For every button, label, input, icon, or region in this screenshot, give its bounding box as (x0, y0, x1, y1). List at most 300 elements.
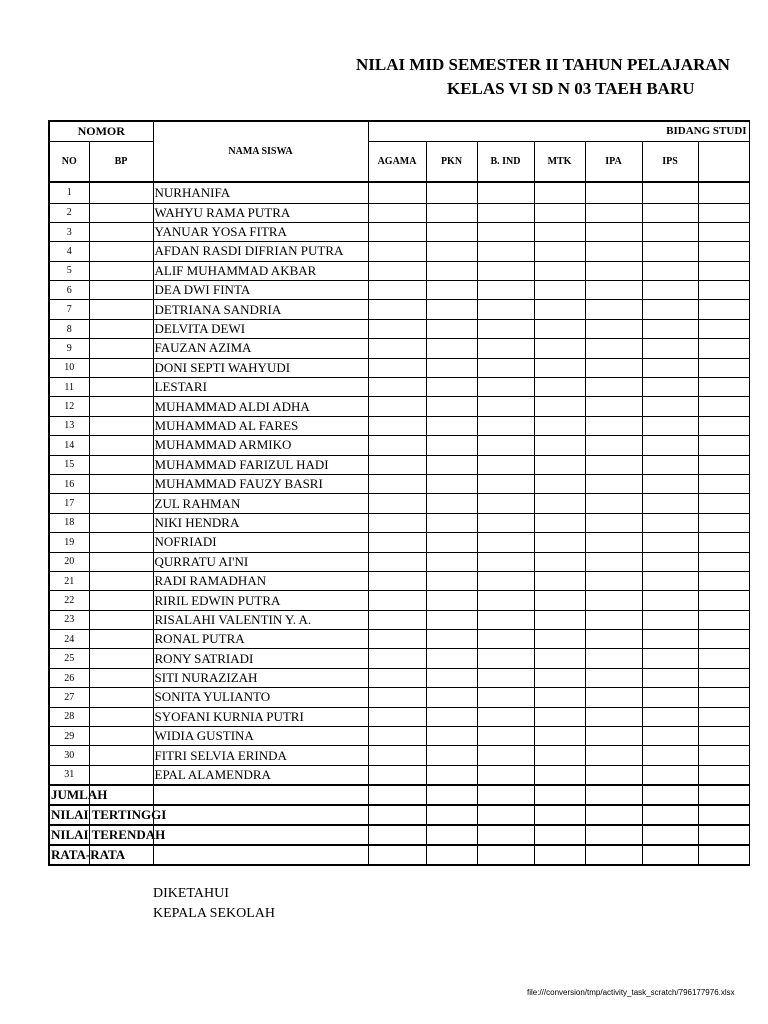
nama-siswa-header: NAMA SISWA (153, 121, 368, 182)
table-row (49, 261, 749, 280)
student-name: QURRATU AI'NI (153, 552, 368, 571)
grade-cell (698, 610, 749, 629)
student-name: SYOFANI KURNIA PUTRI (153, 707, 368, 726)
grade-cell (368, 261, 426, 280)
table-row (49, 513, 749, 532)
grade-cell (585, 455, 642, 474)
summary-grade-cell (368, 845, 426, 865)
grade-cell (585, 668, 642, 687)
grade-cell (642, 261, 698, 280)
grade-cell (534, 494, 585, 513)
grade-cell (585, 494, 642, 513)
grade-cell (368, 765, 426, 784)
grade-cell (426, 668, 477, 687)
student-name: MUHAMMAD AL FARES (153, 416, 368, 435)
summary-grade-cell (477, 825, 534, 845)
grade-cell (698, 242, 749, 261)
student-name: SONITA YULIANTO (153, 688, 368, 707)
table-row (49, 358, 749, 377)
table-row (49, 242, 749, 261)
grade-cell (368, 727, 426, 746)
grade-cell (426, 300, 477, 319)
summary-grade-cell (426, 825, 477, 845)
grade-cell (534, 416, 585, 435)
grade-cell (534, 610, 585, 629)
table-row (49, 707, 749, 726)
grade-cell (426, 630, 477, 649)
grade-cell (477, 494, 534, 513)
row-number: 31 (49, 765, 89, 784)
grade-cell (534, 746, 585, 765)
student-name: RONY SATRIADI (153, 649, 368, 668)
grade-cell (426, 339, 477, 358)
grade-cell (534, 707, 585, 726)
grade-cell (477, 727, 534, 746)
grade-cell (426, 242, 477, 261)
grade-cell (585, 182, 642, 203)
bp-cell (89, 688, 153, 707)
grade-cell (698, 436, 749, 455)
student-name: NURHANIFA (153, 182, 368, 203)
table-row (49, 222, 749, 241)
grade-cell (477, 668, 534, 687)
summary-empty-cell (153, 825, 368, 845)
grade-cell (368, 494, 426, 513)
bp-cell (89, 281, 153, 300)
row-number: 3 (49, 222, 89, 241)
summary-grade-cell (585, 785, 642, 805)
grade-cell (585, 319, 642, 338)
table-row (49, 281, 749, 300)
grade-cell (585, 358, 642, 377)
grade-cell (477, 182, 534, 203)
summary-grade-cell (585, 805, 642, 825)
row-number: 28 (49, 707, 89, 726)
grade-cell (585, 300, 642, 319)
grade-cell (534, 358, 585, 377)
grade-cell (585, 688, 642, 707)
grade-cell (368, 571, 426, 590)
grade-cell (477, 300, 534, 319)
row-number: 12 (49, 397, 89, 416)
bp-cell (89, 300, 153, 319)
grade-cell (698, 765, 749, 784)
summary-grade-cell (698, 805, 749, 825)
grade-cell (426, 358, 477, 377)
grade-cell (477, 261, 534, 280)
row-number: 22 (49, 591, 89, 610)
student-name: DETRIANA SANDRIA (153, 300, 368, 319)
summary-grade-cell (368, 805, 426, 825)
grade-cell (585, 649, 642, 668)
grade-cell (477, 688, 534, 707)
grade-cell (426, 397, 477, 416)
summary-label: JUMLAH (51, 786, 108, 802)
student-name: DEA DWI FINTA (153, 281, 368, 300)
summary-row (49, 805, 749, 825)
grade-cell (642, 319, 698, 338)
grade-cell (534, 533, 585, 552)
grade-cell (585, 707, 642, 726)
grade-cell (426, 727, 477, 746)
grade-cell (698, 727, 749, 746)
grade-cell (534, 182, 585, 203)
student-name: SITI NURAZIZAH (153, 668, 368, 687)
student-name: MUHAMMAD ARMIKO (153, 436, 368, 455)
bp-cell (89, 513, 153, 532)
grade-cell (477, 416, 534, 435)
grade-cell (368, 610, 426, 629)
bidang-studi-header: BIDANG STUDI (368, 121, 749, 141)
grade-cell (368, 649, 426, 668)
bp-cell (89, 397, 153, 416)
grade-cell (642, 533, 698, 552)
table-row (49, 630, 749, 649)
grade-cell (642, 707, 698, 726)
grade-cell (368, 300, 426, 319)
grade-cell (698, 668, 749, 687)
grade-cell (698, 281, 749, 300)
summary-grade-cell (534, 825, 585, 845)
grade-cell (698, 397, 749, 416)
table-row (49, 416, 749, 435)
summary-label: RATA-RATA (51, 846, 126, 862)
grade-cell (426, 746, 477, 765)
grade-cell (426, 203, 477, 222)
grade-cell (368, 474, 426, 493)
grade-cell (585, 474, 642, 493)
grade-cell (534, 203, 585, 222)
table-row (49, 727, 749, 746)
student-name: FAUZAN AZIMA (153, 339, 368, 358)
grade-cell (477, 533, 534, 552)
grade-cell (642, 339, 698, 358)
grade-cell (642, 513, 698, 532)
summary-grade-cell (642, 785, 698, 805)
grade-cell (426, 533, 477, 552)
subject-header: IPA (585, 141, 642, 182)
grade-cell (368, 397, 426, 416)
grade-cell (698, 261, 749, 280)
grade-cell (477, 436, 534, 455)
summary-grade-cell (698, 825, 749, 845)
row-number: 18 (49, 513, 89, 532)
grade-cell (698, 300, 749, 319)
grade-cell (368, 746, 426, 765)
grade-cell (477, 765, 534, 784)
student-name: AFDAN RASDI DIFRIAN PUTRA (153, 242, 368, 261)
grade-cell (698, 378, 749, 397)
grade-cell (426, 281, 477, 300)
grade-cell (642, 668, 698, 687)
grade-cell (534, 319, 585, 338)
grade-cell (642, 571, 698, 590)
summary-grade-cell (642, 805, 698, 825)
grade-cell (585, 378, 642, 397)
grade-cell (585, 746, 642, 765)
bp-cell (89, 474, 153, 493)
grade-cell (477, 339, 534, 358)
grade-cell (477, 552, 534, 571)
bp-cell (89, 261, 153, 280)
grade-cell (585, 727, 642, 746)
grade-cell (585, 765, 642, 784)
student-name: MUHAMMAD FAUZY BASRI (153, 474, 368, 493)
student-name: WAHYU RAMA PUTRA (153, 203, 368, 222)
file-path-footer: file:///conversion/tmp/activity_task_scratch/796177976.xlsx (527, 988, 735, 997)
subject-header: IPS (642, 141, 698, 182)
row-number: 14 (49, 436, 89, 455)
grade-cell (368, 182, 426, 203)
bp-cell (89, 552, 153, 571)
grade-cell (426, 319, 477, 338)
grade-cell (368, 630, 426, 649)
bp-cell (89, 436, 153, 455)
grade-cell (534, 339, 585, 358)
table-row (49, 378, 749, 397)
grade-cell (642, 455, 698, 474)
grade-cell (698, 203, 749, 222)
grade-cell (642, 378, 698, 397)
row-number: 10 (49, 358, 89, 377)
grade-cell (534, 591, 585, 610)
student-name: ZUL RAHMAN (153, 494, 368, 513)
row-number: 2 (49, 203, 89, 222)
bp-cell (89, 182, 153, 203)
grade-cell (368, 358, 426, 377)
grade-cell (368, 203, 426, 222)
bp-cell (89, 222, 153, 241)
grade-cell (698, 649, 749, 668)
grade-cell (698, 416, 749, 435)
row-number: 21 (49, 571, 89, 590)
row-number: 19 (49, 533, 89, 552)
table-row (49, 765, 749, 784)
grade-cell (426, 494, 477, 513)
student-name: NOFRIADI (153, 533, 368, 552)
grade-cell (698, 707, 749, 726)
grade-cell (642, 591, 698, 610)
grade-cell (698, 571, 749, 590)
grade-cell (642, 610, 698, 629)
grade-cell (534, 649, 585, 668)
summary-grade-cell (698, 785, 749, 805)
summary-row (49, 785, 749, 805)
page-subtitle: KELAS VI SD N 03 TAEH BARU (447, 79, 695, 98)
bp-cell (89, 339, 153, 358)
grade-cell (477, 203, 534, 222)
row-number: 4 (49, 242, 89, 261)
summary-grade-cell (534, 845, 585, 865)
grade-cell (534, 668, 585, 687)
summary-empty-cell (153, 785, 368, 805)
grade-cell (426, 571, 477, 590)
table-row (49, 397, 749, 416)
grade-cell (534, 552, 585, 571)
grade-cell (426, 591, 477, 610)
grade-cell (698, 474, 749, 493)
table-row (49, 494, 749, 513)
bp-header: BP (89, 141, 153, 182)
table-row (49, 455, 749, 474)
grade-cell (426, 436, 477, 455)
row-number: 27 (49, 688, 89, 707)
table-row (49, 300, 749, 319)
grade-cell (585, 339, 642, 358)
grade-cell (642, 688, 698, 707)
bp-cell (89, 242, 153, 261)
grade-cell (477, 707, 534, 726)
grade-cell (534, 765, 585, 784)
grade-cell (698, 513, 749, 532)
grade-cell (534, 397, 585, 416)
grade-cell (368, 688, 426, 707)
row-number: 6 (49, 281, 89, 300)
grade-cell (426, 610, 477, 629)
subject-header: AGAMA (368, 141, 426, 182)
table-row (49, 436, 749, 455)
student-name: FITRI SELVIA ERINDA (153, 746, 368, 765)
table-row (49, 649, 749, 668)
grade-cell (368, 242, 426, 261)
grade-cell (585, 281, 642, 300)
grade-cell (368, 455, 426, 474)
grade-cell (585, 203, 642, 222)
grade-cell (426, 378, 477, 397)
summary-grade-cell (642, 825, 698, 845)
summary-grade-cell (426, 785, 477, 805)
grade-cell (534, 727, 585, 746)
grade-cell (642, 222, 698, 241)
grade-cell (642, 765, 698, 784)
bp-cell (89, 416, 153, 435)
bp-cell (89, 668, 153, 687)
row-number: 20 (49, 552, 89, 571)
row-number: 7 (49, 300, 89, 319)
grade-cell (642, 727, 698, 746)
table-row (49, 746, 749, 765)
grade-cell (534, 513, 585, 532)
summary-grade-cell (477, 805, 534, 825)
grade-cell (585, 261, 642, 280)
grade-cell (642, 474, 698, 493)
summary-label: NILAI TERTINGGI (51, 806, 167, 822)
row-number: 11 (49, 378, 89, 397)
grade-cell (585, 242, 642, 261)
grade-cell (534, 222, 585, 241)
student-name: RIRIL EDWIN PUTRA (153, 591, 368, 610)
summary-grade-cell (426, 845, 477, 865)
grade-cell (368, 591, 426, 610)
bp-cell (89, 610, 153, 629)
summary-label-cell (49, 805, 167, 825)
row-number: 1 (49, 182, 89, 203)
table-row (49, 610, 749, 629)
grade-cell (426, 513, 477, 532)
summary-grade-cell (534, 805, 585, 825)
grade-cell (642, 242, 698, 261)
grade-cell (477, 358, 534, 377)
grade-cell (534, 455, 585, 474)
student-name: MUHAMMAD ALDI ADHA (153, 397, 368, 416)
row-number: 9 (49, 339, 89, 358)
table-row (49, 571, 749, 590)
summary-grade-cell (642, 845, 698, 865)
grade-cell (642, 300, 698, 319)
kepala-sekolah-label: KEPALA SEKOLAH (153, 906, 275, 921)
grade-cell (368, 339, 426, 358)
student-name: NIKI HENDRA (153, 513, 368, 532)
grade-cell (585, 513, 642, 532)
grade-cell (477, 319, 534, 338)
grade-cell (585, 552, 642, 571)
bp-cell (89, 203, 153, 222)
grade-cell (698, 182, 749, 203)
grade-cell (585, 571, 642, 590)
grade-cell (534, 436, 585, 455)
grade-cell (368, 513, 426, 532)
row-number: 16 (49, 474, 89, 493)
grades-table (48, 120, 750, 866)
row-number: 29 (49, 727, 89, 746)
grade-cell (534, 242, 585, 261)
grade-cell (534, 571, 585, 590)
grade-cell (426, 222, 477, 241)
grade-cell (642, 649, 698, 668)
table-row (49, 688, 749, 707)
grade-cell (585, 533, 642, 552)
grade-cell (642, 746, 698, 765)
student-name: RONAL PUTRA (153, 630, 368, 649)
summary-label-cell (49, 845, 126, 865)
table-row (49, 474, 749, 493)
grade-cell (698, 222, 749, 241)
summary-row (49, 845, 749, 865)
summary-grade-cell (426, 805, 477, 825)
grade-cell (477, 242, 534, 261)
grade-cell (642, 494, 698, 513)
grade-cell (642, 416, 698, 435)
table-row (49, 591, 749, 610)
grade-cell (534, 281, 585, 300)
student-name: RADI RAMADHAN (153, 571, 368, 590)
grade-cell (426, 688, 477, 707)
table-row (49, 533, 749, 552)
bp-cell (89, 378, 153, 397)
subject-header: MTK (534, 141, 585, 182)
row-number: 26 (49, 668, 89, 687)
grade-cell (477, 591, 534, 610)
grade-cell (698, 358, 749, 377)
grade-cell (368, 378, 426, 397)
table-row (49, 182, 749, 203)
grade-cell (534, 378, 585, 397)
summary-grade-cell (477, 845, 534, 865)
grade-cell (477, 649, 534, 668)
bp-cell (89, 649, 153, 668)
grade-cell (477, 397, 534, 416)
grade-cell (477, 630, 534, 649)
row-number: 15 (49, 455, 89, 474)
summary-grade-cell (368, 785, 426, 805)
grade-cell (368, 436, 426, 455)
student-name: EPAL ALAMENDRA (153, 765, 368, 784)
grade-cell (698, 688, 749, 707)
grade-cell (534, 474, 585, 493)
subject-header: PKN (426, 141, 477, 182)
grade-cell (368, 533, 426, 552)
student-name: DONI SEPTI WAHYUDI (153, 358, 368, 377)
